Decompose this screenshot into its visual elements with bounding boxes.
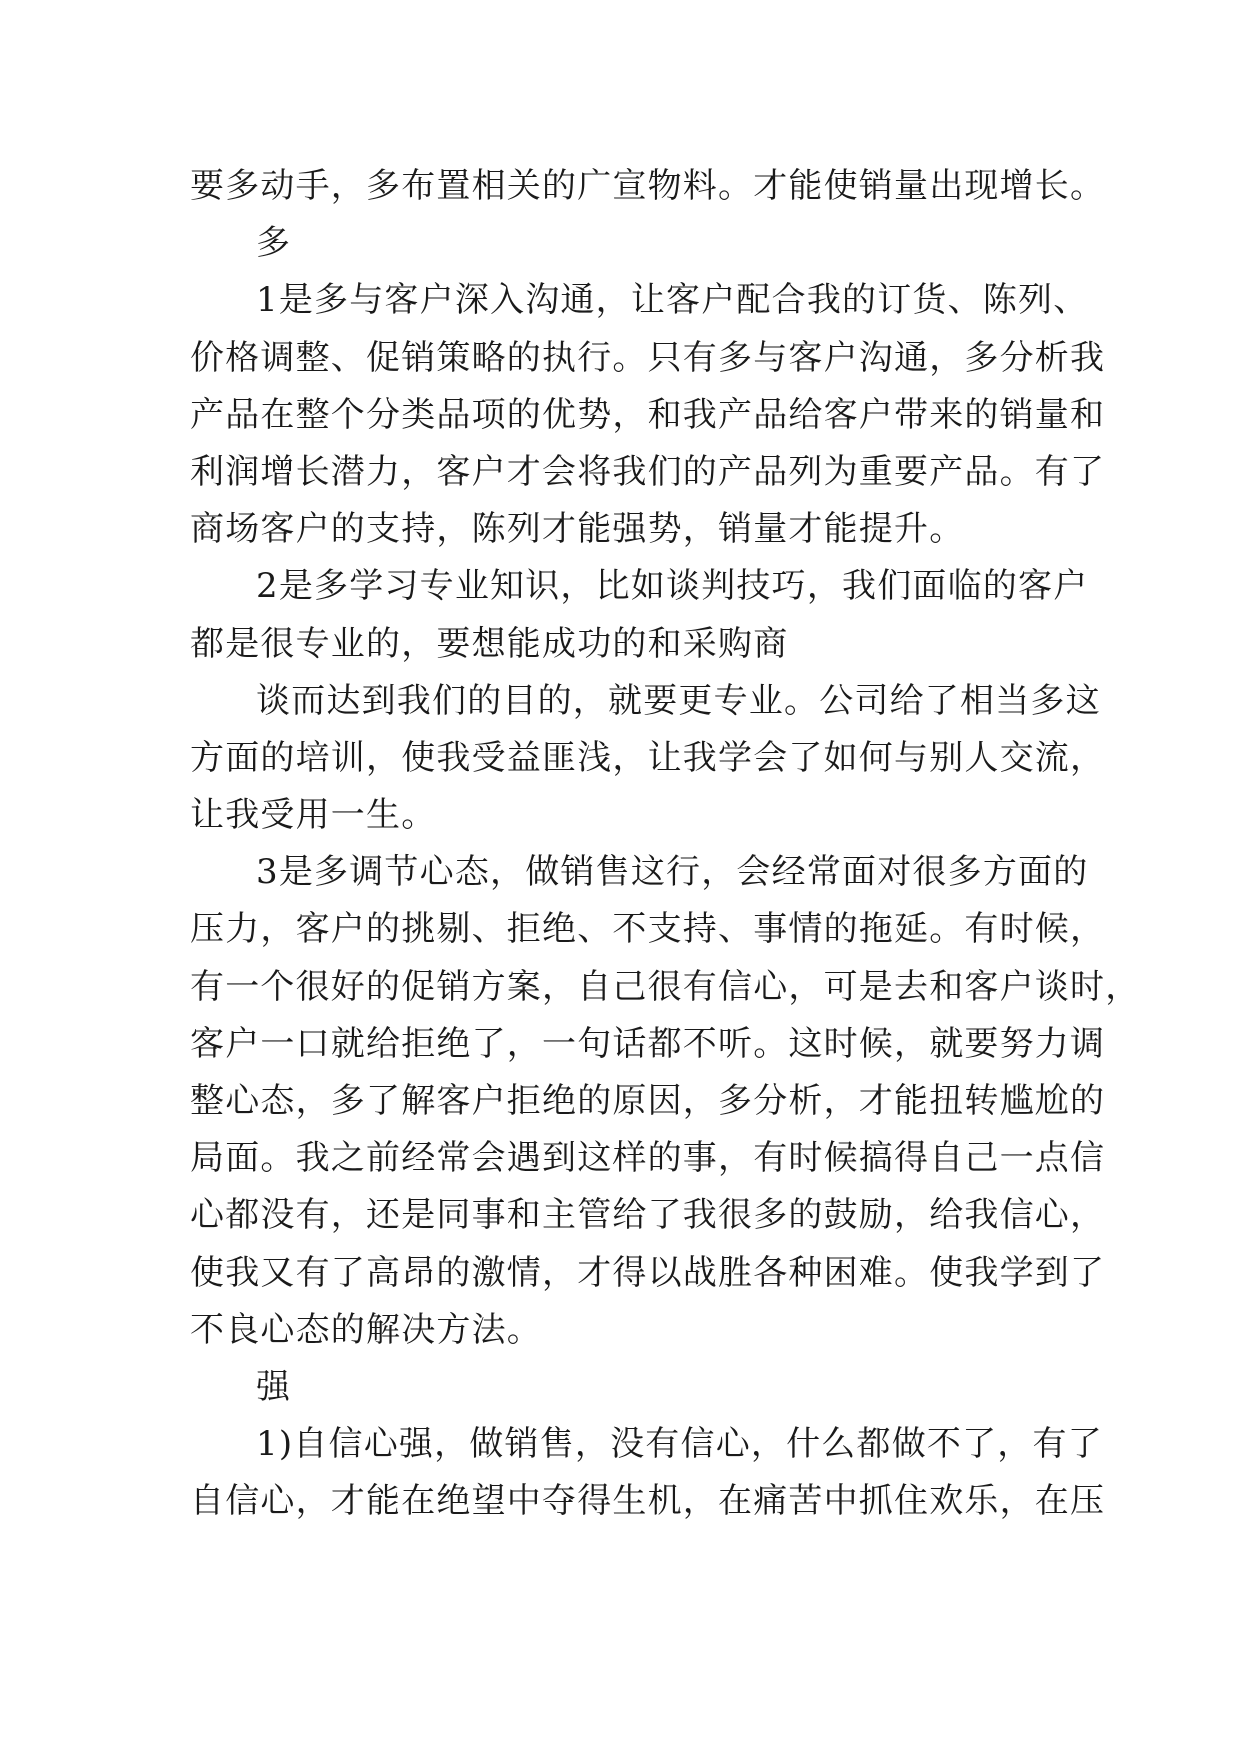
- text-line: 不良心态的解决方法。: [190, 1309, 542, 1350]
- text-line: 自信心，才能在绝望中夺得生机，在痛苦中抓住欢乐，在压: [190, 1481, 1106, 1522]
- text-line: 要多动手，多布置相关的广宣物料。才能使销量出现增长。: [190, 166, 1106, 206]
- text-line: 利润增长潜力，客户才会将我们的产品列为重要产品。有了: [190, 451, 1106, 492]
- text-line: 使我又有了高昂的激情，才得以战胜各种困难。使我学到了: [190, 1252, 1106, 1293]
- text-line: 客户一口就给拒绝了，一句话都不听。这时候，就要努力调: [190, 1023, 1106, 1064]
- text-line: 产品在整个分类品项的优势，和我产品给客户带来的销量和: [190, 394, 1106, 435]
- text-line: 都是很专业的，要想能成功的和采购商: [190, 623, 789, 664]
- text-line: 1是多与客户深入沟通，让客户配合我的订货、陈列、: [256, 280, 1089, 321]
- text-line: 局面。我之前经常会遇到这样的事，有时候搞得自己一点信: [190, 1138, 1106, 1179]
- section-heading: 多: [256, 223, 292, 264]
- text-line: 1)自信心强，做销售，没有信心，什么都做不了，有了: [256, 1424, 1103, 1465]
- text-line: 谈而达到我们的目的，就要更专业。公司给了相当多这: [256, 680, 1101, 721]
- text-line: 压力，客户的挑剔、拒绝、不支持、事情的拖延。有时候，: [190, 909, 1106, 950]
- text-line: 2是多学习专业知识，比如谈判技巧，我们面临的客户: [256, 566, 1089, 607]
- text-line: 商场客户的支持，陈列才能强势，销量才能提升。: [190, 509, 965, 550]
- text-line: 价格调整、促销策略的执行。只有多与客户沟通，多分析我: [190, 337, 1106, 378]
- body-text: [190, 158, 1141, 1531]
- text-line: 方面的培训，使我受益匪浅，让我学会了如何与别人交流，: [190, 737, 1106, 778]
- text-line: 让我受用一生。: [190, 795, 437, 836]
- text-line: 3是多调节心态，做销售这行，会经常面对很多方面的: [256, 852, 1089, 893]
- text-line: 心都没有，还是同事和主管给了我很多的鼓励，给我信心，: [190, 1195, 1106, 1236]
- section-heading: 强: [256, 1366, 292, 1407]
- text-line: 有一个很好的促销方案，自己很有信心，可是去和客户谈时，: [190, 966, 1141, 1007]
- text-line: 整心态，多了解客户拒绝的原因，多分析，才能扭转尴尬的: [190, 1081, 1106, 1121]
